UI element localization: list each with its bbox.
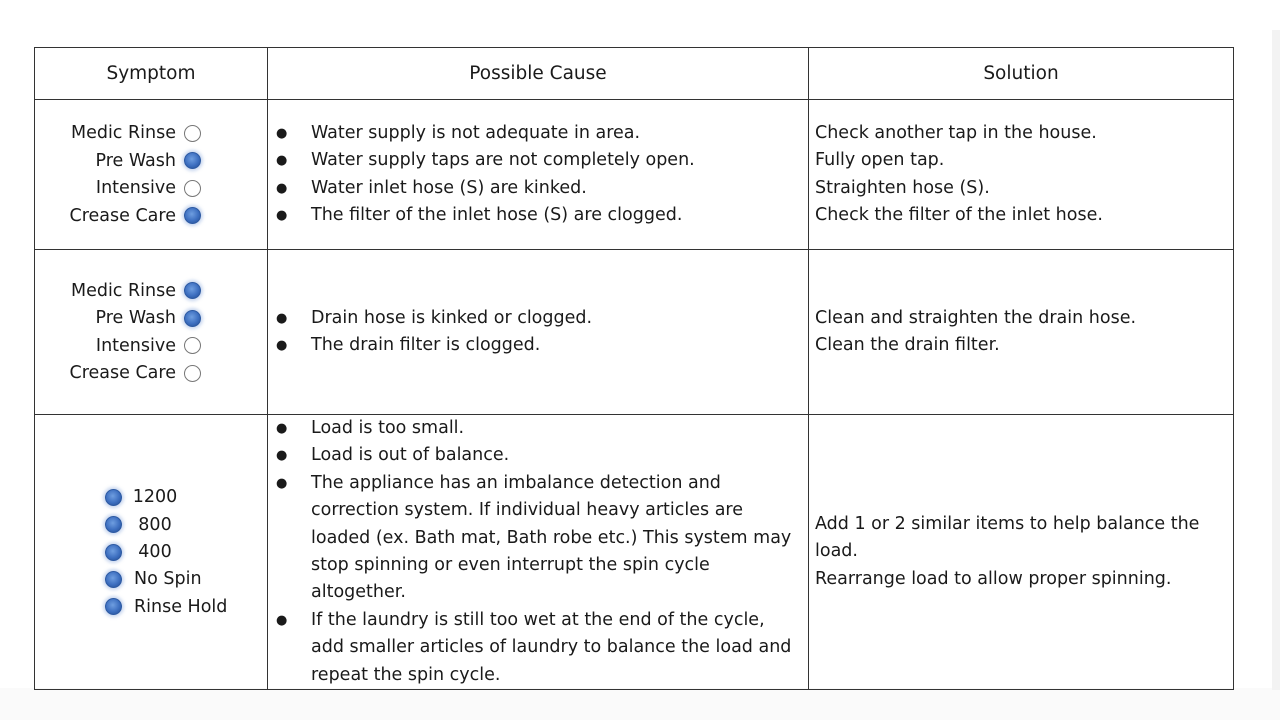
indicator-label: Intensive (95, 178, 176, 199)
solution-line: Add 1 or 2 similar items to help balance the load. (815, 513, 1200, 562)
bullet-icon: ● (276, 448, 288, 464)
indicator-light-icon (184, 282, 201, 299)
indicator-light-icon (105, 489, 122, 506)
symptom-cell (35, 250, 268, 415)
indicator-label: No Spin (134, 569, 202, 590)
list-item: ● The appliance has an imbalance detection and correction system. If individual heavy articles are loaded (ex. Bath mat, Bath robe etc.) This system may stop spinning or even interrupt the spin cycle altogether. (276, 470, 796, 607)
indicator-light-icon (184, 152, 201, 169)
right-scroll-strip (1272, 30, 1280, 690)
header-solution: Solution (809, 48, 1234, 100)
indicator-list (41, 277, 201, 387)
list-item: ● Drain hose is kinked or clogged. (276, 305, 796, 332)
bullet-icon: ● (276, 310, 288, 326)
troubleshooting-table (34, 47, 1234, 690)
cause-list (268, 415, 808, 689)
indicator-light-icon (105, 598, 122, 615)
symptom-cell (35, 415, 268, 690)
solution-list (809, 120, 1233, 230)
bullet-icon: ● (276, 338, 288, 353)
symptom-cell (35, 100, 268, 250)
list-item: ● Water inlet hose (S) are kinked. (276, 175, 796, 202)
list-item: ● Load is too small. (276, 415, 796, 442)
indicator-label: Crease Care (69, 205, 176, 226)
solution-cell (809, 415, 1234, 690)
solution-line: Straighten hose (S). (815, 177, 990, 198)
bullet-icon: ● (276, 125, 288, 141)
indicator-light-icon (105, 571, 122, 588)
list-item: ● If the laundry is still too wet at the end of the cycle, add smaller articles of laundry to balance the load and repeat the spin cycle. (276, 607, 796, 689)
indicator-label: Intensive (95, 335, 176, 356)
table-row (35, 415, 1234, 690)
table-row (35, 100, 1234, 250)
solution-list (809, 305, 1233, 360)
indicator-label: Pre Wash (95, 150, 176, 171)
header-row (35, 48, 1234, 100)
indicator-label: 400 (138, 542, 172, 563)
header-symptom: Symptom (35, 48, 268, 100)
list-item: ● The drain filter is clogged. (276, 332, 796, 359)
indicator-1200 (105, 484, 285, 511)
indicator-light-icon (184, 125, 201, 142)
indicator-label: Pre Wash (95, 308, 176, 329)
spin-indicator-list (105, 484, 285, 621)
cause-list (268, 305, 808, 360)
indicator-pre-wash (41, 147, 201, 174)
bullet-icon: ● (276, 180, 288, 196)
indicator-light-icon (105, 544, 122, 561)
indicator-light-icon (184, 337, 201, 354)
cause-cell (268, 250, 809, 415)
list-item: ● The filter of the inlet hose (S) are clogged. (276, 202, 796, 229)
indicator-crease-care (41, 359, 201, 386)
indicator-800 (105, 511, 285, 538)
cause-cell (268, 415, 809, 690)
indicator-label: Crease Care (69, 363, 176, 384)
indicator-intensive (41, 175, 201, 202)
header-possible-cause: Possible Cause (268, 48, 809, 100)
indicator-label: Medic Rinse (70, 280, 176, 301)
indicator-intensive (41, 332, 201, 359)
indicator-label: 1200 (132, 487, 178, 508)
list-item: ● Water supply taps are not completely open. (276, 147, 796, 174)
indicator-label: 800 (138, 514, 172, 535)
indicator-light-icon (184, 365, 201, 382)
solution-cell (809, 100, 1234, 250)
solution-line: Clean the drain filter. (815, 335, 1000, 355)
indicator-medic-rinse (41, 120, 201, 147)
indicator-light-icon (184, 207, 201, 224)
indicator-light-icon (184, 310, 201, 327)
indicator-light-icon (184, 180, 201, 197)
cause-list (268, 120, 808, 230)
bullet-icon: ● (276, 421, 288, 436)
solution-cell (809, 250, 1234, 415)
bullet-icon: ● (276, 612, 288, 628)
solution-line: Rearrange load to allow proper spinning. (815, 568, 1172, 589)
list-item: ● Load is out of balance. (276, 442, 796, 469)
indicator-400 (105, 538, 285, 565)
bullet-icon: ● (276, 207, 288, 223)
cause-cell (268, 100, 809, 250)
indicator-crease-care (41, 202, 201, 229)
indicator-list (41, 120, 201, 230)
indicator-medic-rinse (41, 277, 201, 304)
bullet-icon: ● (276, 475, 288, 491)
indicator-light-icon (105, 516, 122, 533)
indicator-pre-wash (41, 305, 201, 332)
indicator-rinse-hold (105, 593, 285, 620)
indicator-no-spin (105, 566, 285, 593)
solution-line: Fully open tap. (815, 150, 945, 171)
indicator-label: Medic Rinse (70, 123, 176, 144)
solution-line: Check another tap in the house. (815, 122, 1097, 143)
table-row (35, 250, 1234, 415)
bullet-icon: ● (276, 153, 288, 169)
solution-line: Check the filter of the inlet hose. (815, 204, 1103, 225)
indicator-label: Rinse Hold (134, 596, 228, 617)
solution-line: Clean and straighten the drain hose. (815, 307, 1137, 328)
solution-list (809, 511, 1233, 593)
bottom-margin-strip (0, 688, 1280, 720)
list-item: ● Water supply is not adequate in area. (276, 120, 796, 147)
